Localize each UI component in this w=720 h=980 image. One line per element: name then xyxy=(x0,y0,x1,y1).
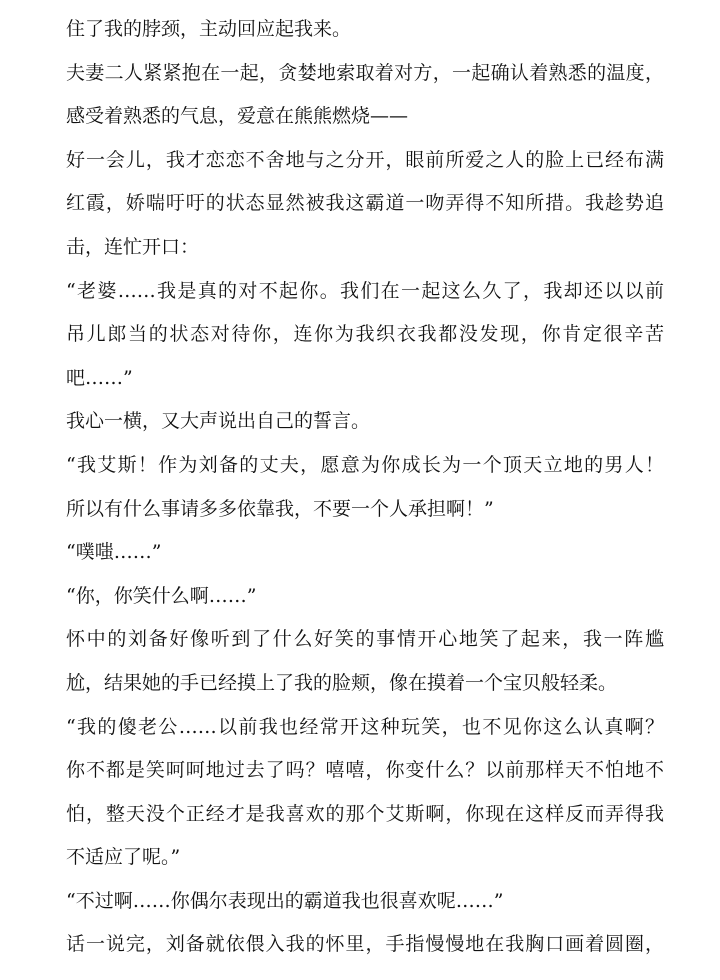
text-line-16: 尬，结果她的手已经摸上了我的脸颊，像在摸着一个宝贝般轻柔。 xyxy=(66,671,618,694)
text-line-13: “噗嗤……” xyxy=(66,541,162,564)
text-line-17: “我的傻老公……以前我也经常开这种玩笑，也不见你这么认真啊？ xyxy=(66,715,664,738)
text-line-3: 感受着熟悉的气息，爱意在熊熊燃烧—— xyxy=(66,105,409,128)
text-line-5: 红霞，娇喘吁吁的状态显然被我这霸道一吻弄得不知所措。我趁势追 xyxy=(66,192,664,215)
text-line-14: “你，你笑什么啊……” xyxy=(66,584,257,607)
text-line-4: 好一会儿，我才恋恋不舍地与之分开，眼前所爱之人的脸上已经布满 xyxy=(66,148,664,171)
text-line-12: 所以有什么事请多多依靠我，不要一个人承担啊！” xyxy=(66,497,494,520)
text-line-1: 住了我的脖颈，主动回应起我来。 xyxy=(66,18,352,40)
text-line-19: 怕，整天没个正经才是我喜欢的那个艾斯啊，你现在这样反而弄得我 xyxy=(66,802,664,825)
text-line-6: 击，连忙开口： xyxy=(66,235,200,258)
text-line-11: “我艾斯！作为刘备的丈夫，愿意为你成长为一个顶天立地的男人！ xyxy=(66,453,664,476)
text-line-8: 吊儿郎当的状态对待你，连你为我织衣我都没发现，你肯定很辛苦 xyxy=(66,323,664,346)
text-line-15: 怀中的刘备好像听到了什么好笑的事情开心地笑了起来，我一阵尴 xyxy=(66,628,664,651)
text-line-10: 我心一横，又大声说出自己的誓言。 xyxy=(66,410,371,433)
text-line-22: 话一说完，刘备就依偎入我的怀里，手指慢慢地在我胸口画着圆圈， xyxy=(66,933,664,956)
text-line-20: 不适应了呢。” xyxy=(66,846,181,869)
text-line-21: “不过啊……你偶尔表现出的霸道我也很喜欢呢……” xyxy=(66,889,504,912)
text-line-2: 夫妻二人紧紧抱在一起，贪婪地索取着对方，一起确认着熟悉的温度， xyxy=(66,61,664,84)
text-line-9: 吧……” xyxy=(66,366,133,389)
text-line-7: “老婆……我是真的对不起你。我们在一起这么久了，我却还以以前 xyxy=(66,279,664,302)
text-line-18: 你不都是笑呵呵地过去了吗？嘻嘻，你变什么？以前那样天不怕地不 xyxy=(66,759,664,782)
